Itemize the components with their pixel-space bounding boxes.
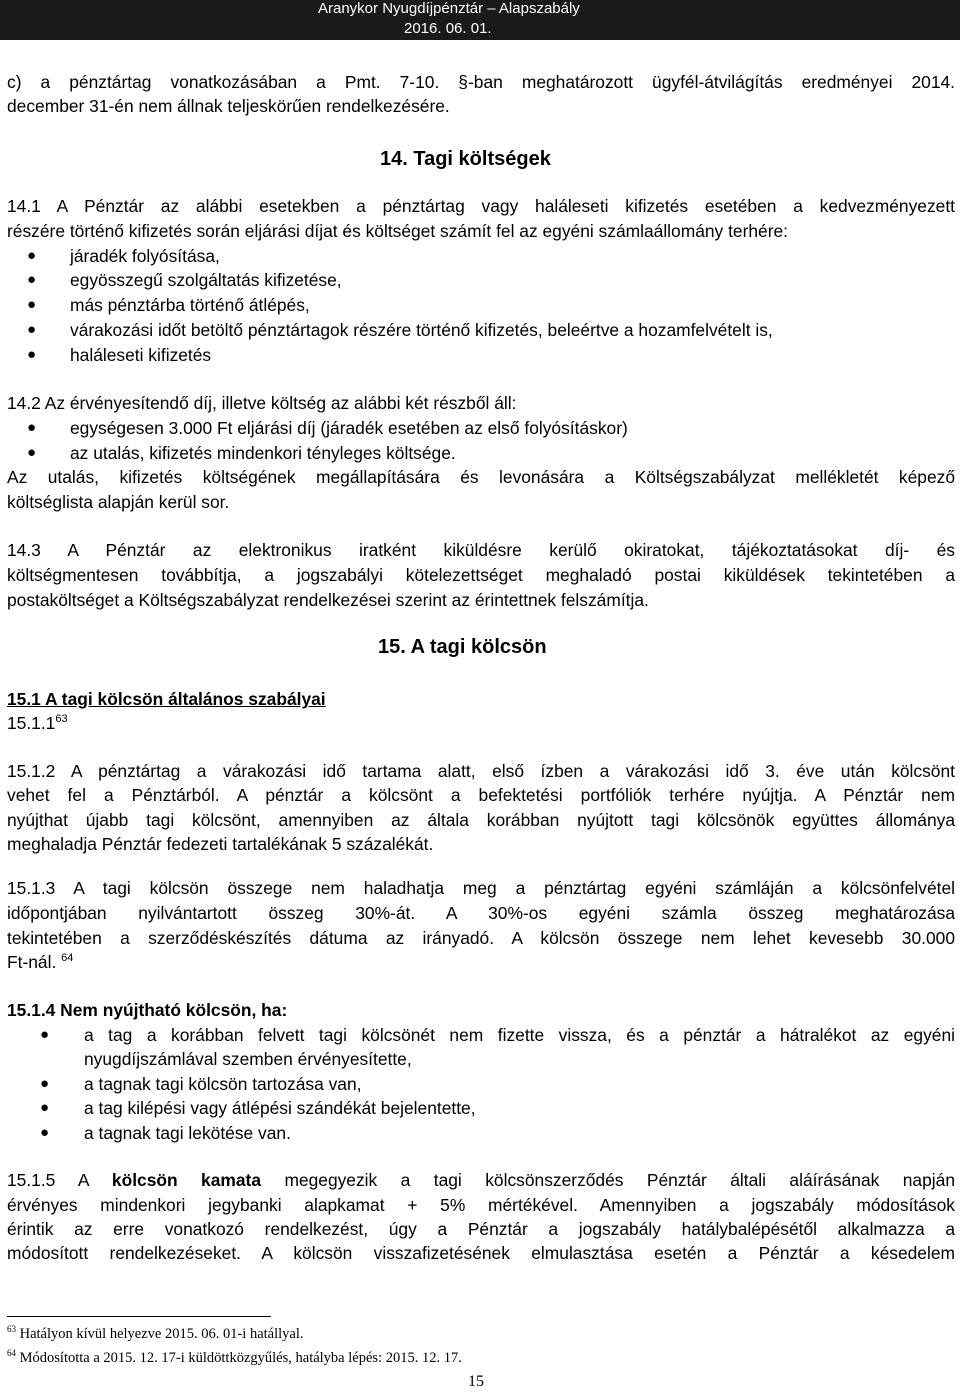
p1513-line-2: időpontjában nyilvántartott összeg 30%-át. A 30%-os egyéni számla összeg meghatározása [7,903,955,923]
p142-intro: 14.2 Az érvényesítendő díj, illetve költség az alábbi két részből áll: [7,393,517,413]
bullet-icon: ● [27,346,37,363]
list-item-continuation: nyugdíjszámlával szemben érvényesítette, [84,1049,412,1069]
bullet-icon: ● [27,247,37,264]
bullet-icon: ● [40,1026,50,1043]
header-date: 2016. 06. 01. [404,20,492,37]
p1512-line-4: meghaladja Pénztár fedezeti tartalékának 5 százalékát. [7,834,434,854]
intro-line-1: c) a pénztártag vonatkozásában a Pmt. 7-10. §-ban meghatározott ügyfél-átvilágítás eredményei 2014. [7,72,955,92]
footnote-ref: 64 [61,952,74,965]
p1512-line-3: nyújthat újabb tagi kölcsönt, amennyiben az általa korábban nyújtott tagi kölcsönök együttes állománya [7,810,955,830]
list-item: ● várakozási időt betöltő pénztártagok részére történő kifizetés, beleértve a hozamfelvételt is, [27,320,773,340]
footnote-64: $^{64}$ Módosította a 2015. 12. 17-i küldöttközgyűlés, hatályba lépés: 2015. 12. 17. [7,1348,462,1366]
bullet-icon: ● [27,271,37,288]
list-item: ● más pénztárba történő átlépés, [27,295,310,315]
p1515-line-2: érvényes mindenkori jegybanki alapkamat + 5% mértékével. Amennyiben a jogszabály módosítások [7,1195,955,1215]
bullet-icon: ● [27,419,37,436]
sub-15-1-title: 15.1 A tagi kölcsön általános szabályai [7,689,326,709]
page-number: 15 [468,1373,484,1390]
bullet-icon: ● [27,296,37,313]
p143-line-1: 14.3 A Pénztár az elektronikus iratként kiküldésre kerülő okiratokat, tájékoztatásokat díj- és [7,540,955,560]
footnote-63: $^{63}$ Hatályon kívül helyezve 2015. 06. 01-i hatállyal. [7,1324,304,1342]
list-item: ● járadék folyósítása, [27,246,220,266]
p1513-line-3: tekintetében a szerződéskészítés dátuma az irányadó. A kölcsön összege nem lehet kevesebb 30.000 [7,928,955,948]
bold-term: kölcsön kamata [111,1170,261,1190]
footnote-ref: 63 [55,713,68,726]
p1515-line-1: 15.1.5 A kölcsön kamata megegyezik a tagi kölcsönszerződés Pénztár általi aláírásának napján [7,1170,955,1190]
list-item: ● egyösszegű szolgáltatás kifizetése, [27,270,342,290]
list-item: ● egységesen 3.000 Ft eljárási díj (járadék esetében az első folyósításkor) [27,418,628,438]
p143-line-2: költségmentesen továbbítja, a jogszabályi kötelezettséget meghaladó postai kiküldések tekintetében a [7,565,955,585]
list-item: ● a tag a korábban felvett tagi kölcsönét nem fizette vissza, és a pénztár a hátralékot az egyéni [40,1025,955,1045]
p142-after-line-2: költséglista alapján kerül sor. [7,492,230,512]
p141-line-1: 14.1 A Pénztár az alábbi esetekben a pénztártag vagy haláleseti kifizetés esetében a kedvezményezett [7,196,955,216]
section-14-title: 14. Tagi költségek [380,148,551,170]
p142-after-line-1: Az utalás, kifizetés költségének megállapítására és levonására a Költségszabályzat mellékletét képező [7,467,955,487]
header-title: Aranykor Nyugdíjpénztár – Alapszabály [318,0,580,17]
bullet-icon: ● [40,1099,50,1116]
p1515-line-3: érintik az erre vonatkozó rendelkezést, úgy a Pénztár a jogszabály hatálybalépésétől alkalmazza a [7,1219,955,1239]
p141-line-2: részére történő kifizetés során eljárási díjat és költséget számít fel az egyéni számlaállomány terhére: [7,221,789,241]
bullet-icon: ● [27,444,37,461]
p1513-line-1: 15.1.3 A tagi kölcsön összege nem haladhatja meg a pénztártag egyéni számláján a kölcsönfelvétel [7,878,955,898]
list-item: ● az utalás, kifizetés mindenkori tényleges költsége. [27,443,456,463]
p1514-title: 15.1.4 Nem nyújtható kölcsön, ha: [7,1000,288,1020]
list-item: ● a tagnak tagi kölcsön tartozása van, [40,1074,362,1094]
bullet-icon: ● [40,1124,50,1141]
bullet-icon: ● [40,1075,50,1092]
list-item: ● a tagnak tagi lekötése van. [40,1123,291,1143]
list-item: ● a tag kilépési vagy átlépési szándékát bejelentette, [40,1098,476,1118]
p1515-line-4: módosított rendelkezéseket. A kölcsön visszafizetésének elmulasztása esetén a Pénztár a késedelem [7,1243,955,1263]
page-header [0,0,960,40]
bullet-icon: ● [27,321,37,338]
footnote-separator [7,1316,271,1317]
p1513-line-4: Ft-nál. $^{64}$ [7,952,74,972]
p1512-line-1: 15.1.2 A pénztártag a várakozási idő tartama alatt, első ízben a várakozási idő 3. éve után kölcsönt [7,761,955,781]
p1511: 15.1.1$^{63}$ [7,713,68,733]
section-15-title: 15. A tagi kölcsön [378,636,547,658]
list-item: ● haláleseti kifizetés [27,345,212,365]
intro-line-2: december 31-én nem állnak teljeskörűen rendelkezésére. [7,96,450,116]
p1512-line-2: vehet fel a Pénztárból. A pénztár a kölcsönt a befektetési portfóliók terhére nyújtja. A Pénztár nem [7,785,955,805]
p143-line-3: postaköltséget a Költségszabályzat rendelkezései szerint az érintettnek felszámítja. [7,590,649,610]
